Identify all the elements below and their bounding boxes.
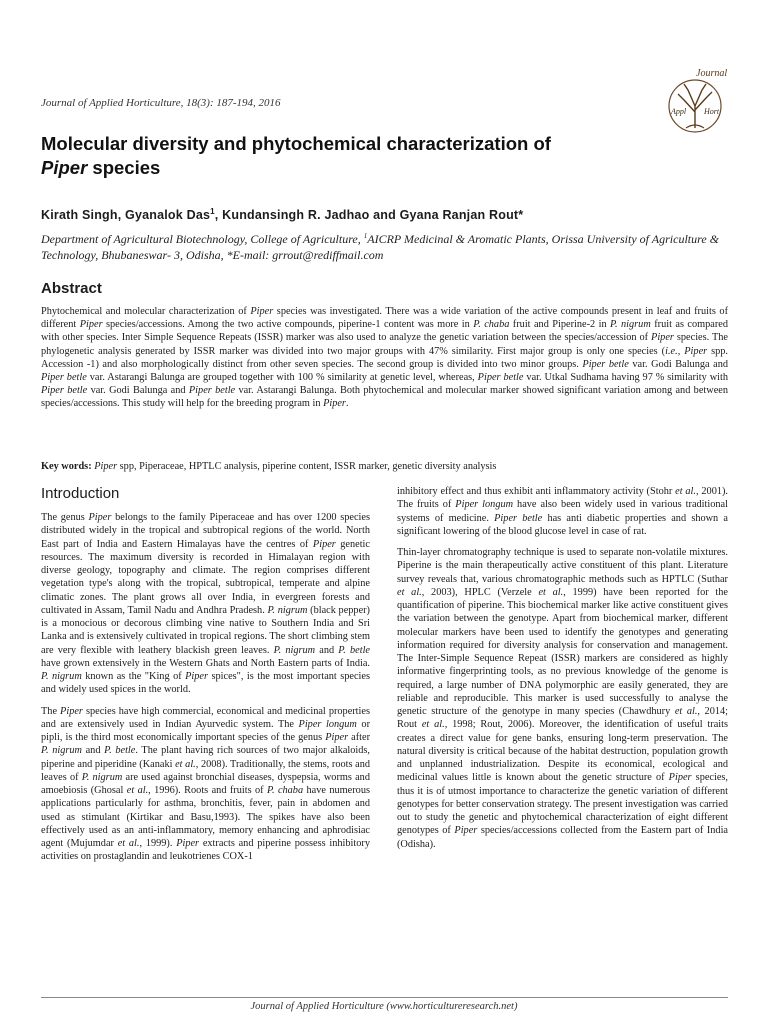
- keywords-label: Key words:: [41, 461, 92, 472]
- title-line1: Molecular diversity and phytochemical characterization of: [41, 133, 551, 154]
- text-fragment: Phytochemical and molecular characterization of: [41, 306, 251, 317]
- logo-right-text: Hort: [704, 107, 720, 116]
- journal-logo: [662, 64, 728, 136]
- text-fragment: spp. Accession -1) and also morphologically distinct from other seven species. The second group is divided into two minor groups.: [41, 345, 729, 370]
- title-line2-rest: species: [87, 157, 161, 178]
- right-column: [397, 485, 728, 859]
- text-fragment: var. Utkal Sudhama having 97 % similarity with: [523, 372, 728, 384]
- italic-term: Piper: [250, 306, 274, 317]
- italic-term: Piper: [94, 461, 118, 472]
- italic-term: et al.: [117, 838, 140, 849]
- logo-left-text: Appl: [671, 107, 687, 116]
- tree-logo-icon: [662, 64, 728, 136]
- text-fragment: .: [345, 398, 349, 410]
- abstract-body: [41, 305, 728, 411]
- italic-term: P. nigrum: [41, 745, 82, 757]
- text-fragment: are used against bronchial diseases, dyspepsia, worms and amoebiosis (Ghosal: [41, 771, 370, 796]
- text-fragment: , 2003), HPLC (Verzele: [421, 586, 539, 598]
- affiliation-part1: Department of Agricultural Biotechnology, College of Agriculture,: [41, 232, 364, 246]
- italic-term: et al.: [538, 586, 564, 598]
- italic-term: i.e.: [665, 345, 678, 357]
- text-fragment: The genus: [41, 512, 89, 523]
- italic-term: Piper: [454, 825, 478, 837]
- italic-term: P. nigrum: [41, 671, 82, 682]
- italic-term: Piper: [79, 319, 103, 331]
- text-fragment: belongs to the family Piperaceae and has over 1200 species distributed widely in the tropical and subtropical regions of the world. North East part of India and Eastern Himalayas have the centres of: [41, 512, 370, 550]
- italic-term: Piper: [312, 538, 336, 550]
- text-fragment: species, thus it is of utmost importance to characterize the genetic variation of different genotypes for better conservation strategy. The present investigation was carried out to study the genetic and phytochemical characterization of eight different genotypes of: [397, 772, 728, 837]
- affiliation: [41, 229, 731, 263]
- italic-term: P. betle: [104, 745, 136, 757]
- left-column: [41, 511, 370, 872]
- text-fragment: species have high commercial, economical and medicinal properties and are extensively used in Indian Ayurvedic system. The: [41, 705, 370, 730]
- text-fragment: var. Godi Balunga and: [628, 358, 728, 370]
- italic-term: P. nigrum: [81, 771, 123, 783]
- italic-term: Piper betle: [477, 372, 524, 384]
- page-footer: Journal of Applied Horticulture (www.horticultureresearch.net): [250, 1001, 518, 1012]
- text-fragment: , 1999) have been reported for the quantification of piperine. This biochemical marker like active constituent gives the variation between the genotype. Apart from biochemical marker, different molecular markers have been used to identify the genotypes and generating information required for diversity analysis for conservation and management. The Inter-Simple Sequence Repeat (ISSR) markers are considered as highly informative fingerprinting tools, as no previous knowledge of the genome is required, a large number of DNA polymorphic are easily generated, they are reliable and reproducible. This marker is used successfully to analyse the genetic structure of the genotype in many species (Chawdhury: [397, 586, 728, 717]
- authors-superscript: 1: [210, 207, 215, 216]
- text-fragment: species/accessions. Among the two active compounds, piperine-1 content was more in: [102, 319, 474, 331]
- text-fragment: , 2014; Rout: [397, 706, 728, 731]
- text-fragment: . The plant having rich sources of two major alkaloids, piperine and piperidine (Kanaki: [41, 745, 371, 770]
- italic-term: Piper: [323, 398, 346, 410]
- italic-term: et al.: [675, 486, 696, 497]
- italic-term: Piper: [651, 332, 674, 344]
- text-fragment: has anti diabetic properties and shown a significant lowering of the blood glucose level in case of rat.: [397, 512, 728, 537]
- text-fragment: var. Godi Balunga and: [87, 385, 189, 397]
- italic-term: Piper: [60, 705, 83, 717]
- logo-top-text: Journal: [696, 68, 728, 79]
- text-fragment: and: [315, 644, 339, 656]
- italic-term: et al.: [126, 785, 149, 796]
- italic-term: Piper: [185, 671, 209, 682]
- intro-paragraph-2: [41, 705, 370, 864]
- keywords: [41, 460, 728, 473]
- italic-term: P. nigrum: [273, 644, 316, 656]
- footer-divider: [41, 997, 728, 998]
- author-list: [41, 207, 721, 222]
- intro-paragraph-4: [397, 546, 728, 851]
- text-fragment: Thin-layer chromatography technique is used to separate non-volatile mixtures. Piperine is the main therapeutically active constituent of this plant. Literature survey reveals that, various chromatographic methods such as HPTLC (Suthar: [397, 547, 728, 585]
- italic-term: Piper: [684, 345, 708, 357]
- text-fragment: fruit and Piperine-2 in: [509, 319, 611, 331]
- italic-term: et al.: [175, 758, 196, 770]
- affiliation-superscript: 1: [363, 232, 368, 240]
- text-fragment: after: [348, 732, 371, 743]
- authors-part1: Kirath Singh, Gyanalok Das: [41, 208, 211, 223]
- italic-term: et al.: [397, 586, 422, 598]
- text-fragment: extracts and piperine possess inhibitory activities on prostaglandin and leukotrienes COX-1: [41, 838, 370, 863]
- italic-term: et al.: [421, 719, 445, 731]
- title-line2-italic: Piper: [41, 157, 88, 178]
- intro-paragraph-1: [41, 511, 370, 697]
- journal-citation: Journal of Applied Horticulture, 18(3): 187-194, 2016: [41, 97, 281, 109]
- text-fragment: The: [41, 705, 61, 717]
- italic-term: P. chaba: [473, 319, 510, 331]
- text-fragment: inhibitory effect and thus exhibit anti inflammatory activity (Stohr: [397, 486, 676, 497]
- italic-term: P. chaba: [267, 785, 304, 796]
- text-fragment: (black pepper) is a monocious or decorous climbing vine native to Southern India and Sri Lanka and is extensively cultivated in tropical regions. The short climbing stem are very flexible with leathery blackish green leaves.: [41, 604, 370, 656]
- italic-term: P. nigrum: [267, 604, 308, 616]
- italic-term: Piper: [668, 772, 692, 784]
- introduction-heading: Introduction: [41, 485, 120, 502]
- text-fragment: , 1999).: [139, 838, 177, 849]
- paper-title: [41, 132, 681, 180]
- italic-term: Piper betle: [494, 512, 543, 524]
- text-fragment: have numerous applications particularly for asthma, bronchitis, fever, pain in abdomen and used as stimulant (Kirtikar and Basu,1993). The spikes have also been effectively used as an anti-inflammatory, memory enhancing and aphrodisiac agent (Mujumdar: [41, 785, 370, 849]
- text-fragment: and: [81, 745, 105, 757]
- authors-part2: , Kundansingh R. Jadhao and Gyana Ranjan Rout*: [214, 208, 524, 223]
- text-fragment: , 1996). Roots and fruits of: [148, 785, 267, 796]
- affiliation-part2: AICRP Medicinal & Aromatic Plants, Orissa University of Agriculture & Technology, Bhubaneswar- 3, Odisha, *E-mail: grrout@rediffmail.com: [41, 232, 719, 262]
- italic-term: Piper betle: [41, 385, 88, 397]
- text-fragment: fruit as compared with other species. Inter Simple Sequence Repeats (ISSR) marker was also used to analyze the genetic variation between the species/accession of: [41, 319, 728, 344]
- text-fragment: ,: [677, 345, 685, 357]
- italic-term: P. nigrum: [610, 319, 651, 331]
- intro-paragraph-3: [397, 485, 728, 538]
- text-fragment: var. Astarangi Balunga. Both phytochemical and molecular marker showed significant variation among and between species/accessions. This study will help for the breeding program in: [41, 385, 728, 410]
- text-fragment: species/accessions collected from the Eastern part of India (Odisha).: [397, 825, 728, 850]
- text-fragment: spp, Piperaceae, HPTLC analysis, piperine content, ISSR marker, genetic diversity analysis: [117, 461, 497, 472]
- italic-term: et al.: [674, 706, 698, 717]
- italic-term: Piper: [176, 838, 200, 849]
- italic-term: Piper longum: [298, 718, 357, 730]
- italic-term: P. betle: [338, 644, 370, 656]
- text-fragment: genetic resources. The maximum diversity is recorded in Himalayan region with diverse geology, topography and climate. The region comprises different vegetation type's along with the tropical, subtropical, temperate and alpine climatic zones. The plant grows all over India, in evergreen forests and cultivated in Assam, Tamil Nadu and Andhra Pradesh.: [41, 538, 370, 616]
- abstract-heading: Abstract: [41, 280, 102, 297]
- italic-term: Piper betle: [41, 372, 87, 384]
- italic-term: Piper: [88, 512, 112, 523]
- text-fragment: species. The phylogenetic analysis generated by ISSR marker was divided into two major groups with 47% similarity. First major group is only one species (: [41, 332, 729, 357]
- italic-term: Piper: [325, 732, 349, 743]
- text-fragment: have also been widely used in various traditional systems of medicine.: [397, 499, 728, 524]
- text-fragment: or pipli, is the third most economically important species of the genus: [41, 718, 371, 743]
- text-fragment: , 1998; Rout, 2006). Moreover, the identification of useful traits creates a direct value for gene banks, ensuring long-term preservation. The natural diversity is critical because of the habitat destruction, population growth and unplanned industrialization. Despite its economical, ecological and medicinal values little is known about the genetic structure of: [397, 719, 728, 784]
- text-fragment: have grown extensively in the Western Ghats and North Eastern parts of India.: [41, 657, 370, 669]
- italic-term: Piper betle: [582, 358, 629, 370]
- text-fragment: var. Astarangi Balunga are grouped together with 100 % similarity at genetic level, whereas,: [86, 372, 478, 384]
- italic-term: Piper longum: [455, 499, 514, 511]
- text-fragment: known as the "King of: [81, 671, 186, 682]
- text-fragment: , 2008). Traditionally, the stems, roots and leaves of: [41, 758, 370, 783]
- text-fragment: species was investigated. There was a wide variation of the active compounds present in leaf and fruits of different: [41, 306, 729, 331]
- text-fragment: , 2001). The fruits of: [397, 486, 729, 511]
- text-fragment: spices", is the most important species and widely used spices in the world.: [41, 671, 370, 696]
- italic-term: Piper betle: [188, 385, 236, 397]
